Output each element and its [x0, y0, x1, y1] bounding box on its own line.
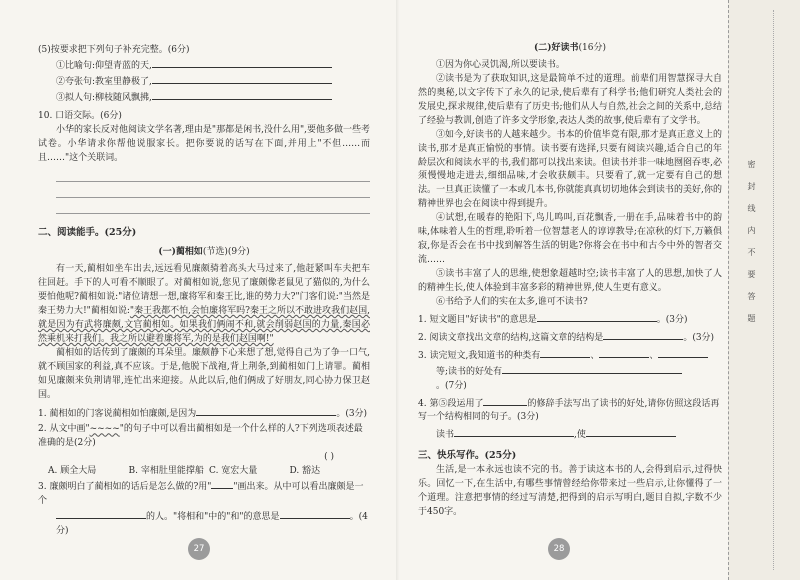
section2-title: 二、阅读能手。(25分) [38, 226, 137, 238]
r1-question-3-cont: 的人。"将相和"中的"和"的意思是 。(4分) [38, 509, 370, 539]
seal-line-strip [728, 0, 800, 580]
reading2-para6: ⑥书给予人们的实在太多,谁可不读书? [436, 296, 588, 307]
q5-item-1: ①比喻句:仰望青蓝的天, [38, 58, 370, 74]
q10-title: 10. 口语交际。(6分) [38, 110, 122, 121]
q5-item-2: ②夸张句:教室里静极了, [38, 74, 370, 90]
option-c[interactable]: C. 宽宏大量 [209, 466, 258, 477]
r2-question-4: 4. 第⑤段运用了 的修辞手法写出了读书的好处,请你仿照这段话再写一个结构相同的句子。(3分) [418, 396, 722, 426]
r2-question-3: 3. 读完短文,我知道书的种类有 、 、 [418, 348, 722, 364]
q10-answer-line-3[interactable] [56, 198, 370, 214]
option-b[interactable]: B. 宰相肚里能撑船 [128, 466, 204, 477]
q10-answer-line-1[interactable] [56, 166, 370, 182]
section3-body: 生活,是一本永远也读不完的书。善于读这本书的人,会得到启示,过得快乐。回忆一下,在生活中,有哪些事情曾经给你带来过一些启示,让你懂得了一个道理。注意把事情的经过写清楚,把得到的启示写明白,题目自拟,字数不少于450字。 [418, 465, 722, 517]
page-number-left: 27 [188, 538, 210, 560]
reading1-para2: 蔺相如的话传到了廉颇的耳朵里。廉颇静下心来想了想,觉得自己为了争一口气,就不顾国家的利益,真不应该。于是,他脱下战袍,背上荆条,到蔺相如门上请罪。蔺相如见廉颇来负荆请罪,连忙出来迎接。从此以后,他们俩成了好朋友,同心协力保卫赵国。 [38, 347, 370, 400]
r1-q2-answer-paren[interactable]: ( ) [324, 452, 334, 463]
option-d[interactable]: D. 豁达 [289, 466, 321, 477]
reading2-para3: ③如今,好读书的人越来越少。书本的价值毕竟有限,那才是真正意义上的读书,那才是真正愉悦的事情。读书要有选择,只要有阅读兴趣,适合自己的年龄层次和阅读水平的书,我们都可以找出来读。但读书并非一味地囫囵吞枣,必须慢慢地走进去,细细品味,才会收获颇丰。只要看了,就一定要有自己的想法。一旦真正读懂了一本或几本书,你就能真真切切地体会到读书的美好,你的精神世界也会在阅读中得到提升。 [418, 129, 722, 210]
q5-item-3: ③拟人句:柳枝随风飘拂, [38, 90, 370, 106]
reading2-para1: ①因为你心灵饥渴,所以要读书。 [436, 59, 565, 70]
r1-question-3: 3. 廉颇明白了蔺相如的话后是怎么做的?用" "画出来。从中可以看出廉颇是一个 [38, 482, 364, 507]
option-a[interactable]: A. 顾全大局 [48, 466, 97, 477]
r2-question-3-cont: 等;读书的好处有 [418, 364, 722, 380]
seal-line-text: 密 封 线 内 不 要 答 题 [747, 160, 756, 322]
r2-question-1: 1. 短文题目"好读书"的意思是 。(3分) [418, 312, 722, 328]
r1-question-2: 2. 从文中画"~~~~"的句子中可以看出蔺相如是一个什么样的人?下列选项表述最准确的是(2分) [38, 424, 363, 449]
page-number-right: 28 [548, 538, 570, 560]
reading1-para1: 有一天,蔺相如坐车出去,远远看见廉颇骑着高头大马过来了,他赶紧叫车夫把车往回赶。手下的人可看不顺眼了。对蔺相如说,您见了廉颇像老鼠见了猫似的,为什么要怕他呢?蔺相如说:"诸位请想一想,廉将军和秦王比,谁的势力大?"门客们说:"当然是秦王势力大!"蔺相如说:"秦王我都不怕,会怕廉将军吗?秦王之所以不敢进攻我们赵国,就是因为有武将廉颇,文官蔺相如。如果我们俩闹不和,就会削弱赵国的力量,秦国必然乘机来打我们。我之所以避着廉将军,为的是我们赵国啊!" [38, 264, 370, 344]
reading2-para4: ④试想,在暖春的艳阳下,鸟儿鸣叫,百花飘香,一册在手,品味着书中的韵味,体味着人生的哲理,聆听着一位智慧老人的谆谆教导;在凉秋的灯下,万籁俱寂,你是否会在书中找到解答生活的钥匙?你将会在书中和古今中外的智者交流…… [418, 213, 722, 266]
q10-answer-line-2[interactable] [56, 182, 370, 198]
q10-body: 小华的家长反对他阅读文学名著,理由是"那都是闲书,没什么用",要他多做一些考试卷。小华请求你帮他说服家长。把你要说的话写在下面,并用上"不但……而且……"这个关联词。 [38, 124, 370, 163]
r2-question-4-answer: 读书 ,使 [418, 427, 722, 443]
r2-question-3-score: 。(7分) [436, 380, 467, 391]
r1-question-1: 1. 蔺相如的门客说蔺相如怕廉颇,是因为 。(3分) [38, 406, 370, 422]
q5-title: (5)按要求把下列句子补充完整。(6分) [38, 45, 190, 55]
reading1-title: (一)蔺相如(节选)(9分) [158, 247, 250, 258]
page-right [400, 0, 730, 580]
reading2-title: (二)好读书(16分) [533, 43, 606, 53]
section3-title: 三、快乐写作。(25分) [418, 450, 517, 462]
r1-q2-options [38, 465, 370, 479]
reading2-para2: ②读书是为了获取知识,这是最简单不过的道理。前辈们用智慧探寻大自然的奥秘,以文字传下了永久的记录,使后辈有了科学书;他们研究人类社会的发展史,探求规律,使后辈有了历史书;他们从人与自然,社会之间的关系中,总结了经验与教训,创造了许多文学形象,表达人类的故事,使后辈有了文学书。 [418, 73, 722, 126]
reading2-para5: ⑤读书丰富了人的思维,使想象超越时空;读书丰富了人的思想,加快了人的精神生长,使人体验到丰富多彩的精神世界,使人生更有意义。 [418, 269, 722, 293]
seal-dotted-line [773, 10, 774, 570]
reading1-wavy-sentence: "秦王我都不怕,会怕廉将军吗?秦王之所以不敢进攻我们赵国,就是因为有武将廉颇,文官蔺相如。如果我们俩闹不和,就会削弱赵国的力量,秦国必然乘机来打我们。我之所以避着廉将军,为的是我们赵国啊!" [38, 305, 370, 344]
r2-question-2: 2. 阅读文章找出文章的结构,这篇文章的结构是 。(3分) [418, 330, 722, 346]
